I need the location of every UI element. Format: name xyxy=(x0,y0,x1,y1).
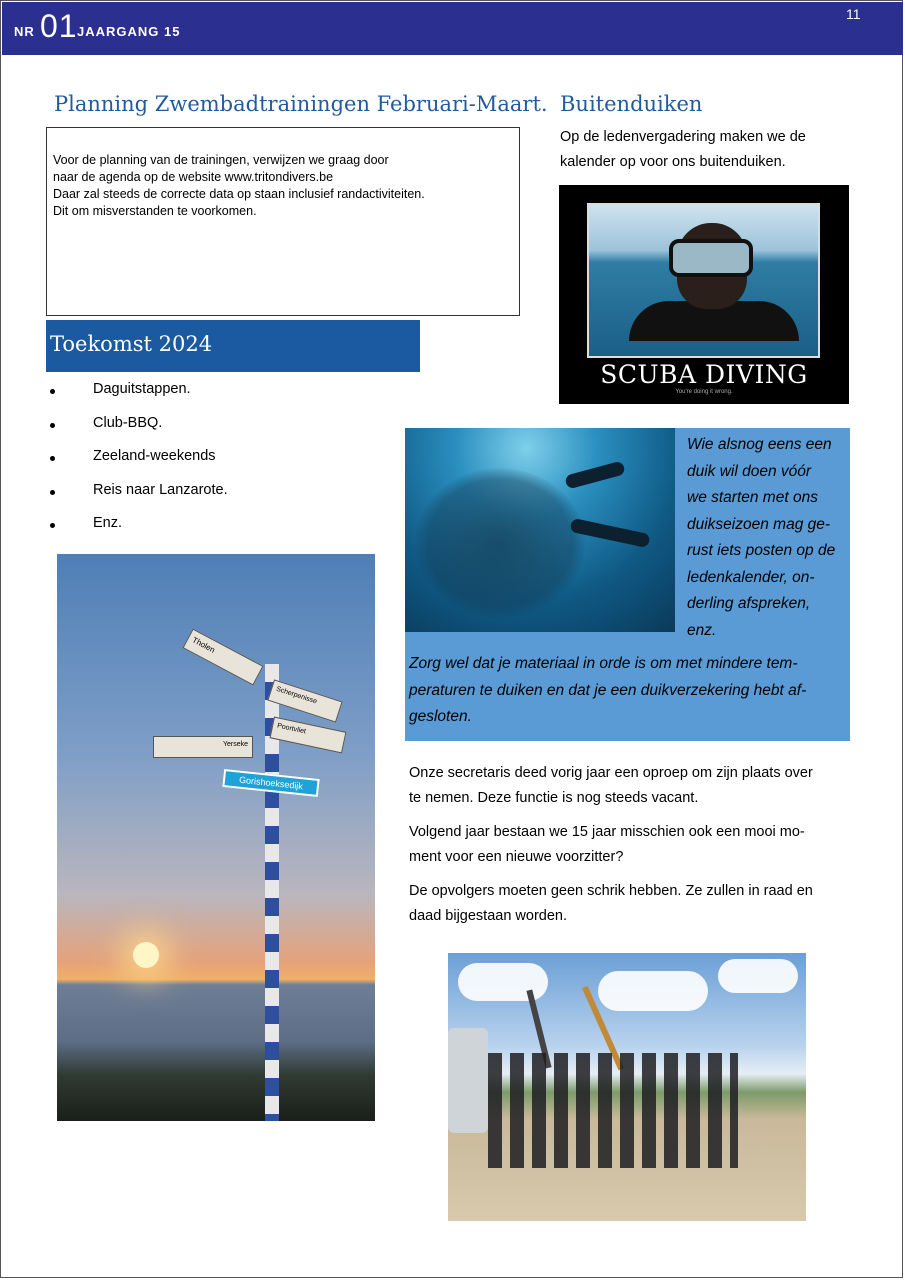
paragraph: Volgend jaar bestaan we 15 jaar misschien ook een mooi mo- ment voor een nieuwe voorzitter? xyxy=(409,824,805,865)
board-news-text xyxy=(409,761,849,938)
scuba-diver-photo xyxy=(587,203,820,358)
bullet-icon xyxy=(50,523,55,528)
sign-poortvliet: Poortvliet xyxy=(270,717,347,754)
sign-tholen: Tholen xyxy=(183,629,264,686)
divers-group xyxy=(488,1053,738,1168)
paragraph: Onze secretaris deed vorig jaar een oproep om zijn plaats over te nemen. Deze functie is nog steeds vacant. xyxy=(409,765,813,806)
planning-line: Daar zal steeds de correcte data op staan inclusief randactiviteiten. xyxy=(53,187,425,201)
sun-shape xyxy=(133,942,159,968)
poster-subcaption: You're doing it wrong. xyxy=(675,389,733,395)
toekomst-header xyxy=(46,320,420,372)
planning-line: Dit om misverstanden te voorkomen. xyxy=(53,204,257,218)
planning-line: naar de agenda op de website www.tritondivers.be xyxy=(53,170,334,184)
bullet-icon xyxy=(50,490,55,495)
callout-bottom-text: Zorg wel dat je materiaal in orde is om met mindere tem- peraturen te duiken en dat je een duikverzekering hebt af- gesloten. xyxy=(409,655,807,725)
street-sign: Gorishoeksedijk xyxy=(222,769,319,797)
group-photo xyxy=(448,953,806,1221)
signpost-sunset-photo xyxy=(57,554,375,1121)
buitenduiken-title: Buitenduiken xyxy=(560,92,703,116)
page-number: 11 xyxy=(846,6,861,22)
van-shape xyxy=(448,1028,488,1133)
bullet-icon xyxy=(50,456,55,461)
sign-scherpenisse: Scherpenisse xyxy=(267,679,342,722)
issue-nr-label: NR xyxy=(14,24,35,39)
paragraph: De opvolgers moeten geen schrik hebben. Ze zullen in raad en daad bijgestaan worden. xyxy=(409,883,813,924)
dive-mask-icon xyxy=(669,239,753,277)
planning-line: Voor de planning van de trainingen, verwijzen we graag door xyxy=(53,153,389,167)
toekomst-title: Toekomst 2024 xyxy=(50,332,213,356)
bullet-icon xyxy=(50,389,55,394)
diver-silhouette xyxy=(564,460,626,489)
issue-number: 01 xyxy=(40,8,78,44)
planning-title: Planning Zwembadtrainingen Februari-Maart. xyxy=(54,92,548,116)
callout-side-text: Wie alsnog eens een duik wil doen vóór we starten met ons duikseizoen mag ge- rust iets posten op de ledenkalender, on- derling afspreken, enz. xyxy=(687,436,836,639)
sign-yerseke: Yerseke xyxy=(153,736,253,758)
fish-school-photo xyxy=(405,428,675,632)
buitenduiken-intro: Op de ledenvergadering maken we de kalender op voor ons buitenduiken. xyxy=(560,129,806,170)
bullet-icon xyxy=(50,423,55,428)
poster-caption: SCUBA DIVING xyxy=(600,360,808,389)
scuba-poster xyxy=(559,185,849,404)
planning-box xyxy=(46,127,520,316)
volume-label: JAARGANG 15 xyxy=(77,24,181,39)
callout-box xyxy=(405,428,850,741)
